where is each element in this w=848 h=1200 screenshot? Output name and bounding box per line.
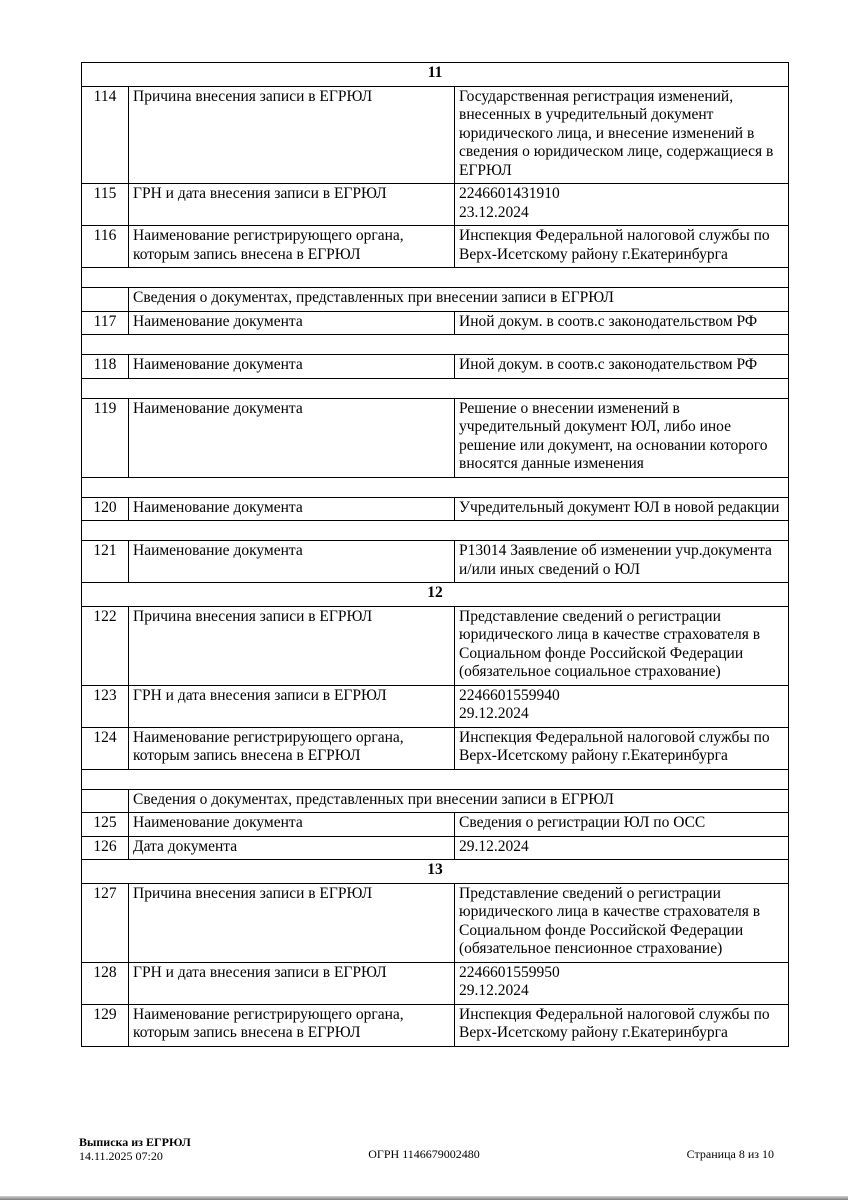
entry-number-cell: 129 [82,1004,129,1046]
spacer-row [82,335,789,355]
spacer-row [82,477,789,497]
entry-value-cell: 2246601559940 29.12.2024 [455,685,789,727]
entry-label-cell: Наименование регистрирующего органа, которым запись внесена в ЕГРЮЛ [129,1004,455,1046]
footer-datetime: 14.11.2025 07:20 [79,1149,163,1163]
entry-row [82,685,789,727]
entry-number-cell: 118 [82,355,129,379]
footer-ogrn: ОГРН 1146679002480 [368,1147,480,1161]
entry-value-cell: Государственная регистрация изменений, внесенных в учредительный документ юридического лица, и внесение изменений в сведения о юридическом лице, содержащиеся в ЕГРЮЛ [455,86,789,184]
entry-row [82,727,789,769]
entry-row [82,836,789,860]
section-number-cell: 13 [82,860,789,884]
entry-number-cell: 123 [82,685,129,727]
entry-row [82,86,789,184]
entry-label-cell: ГРН и дата внесения записи в ЕГРЮЛ [129,962,455,1004]
entry-label-cell: Дата документа [129,836,455,860]
entry-value-cell: 2246601559950 29.12.2024 [455,962,789,1004]
entry-row [82,883,789,962]
entry-row [82,398,789,477]
subheader-title-cell: Сведения о документах, представленных при внесении записи в ЕГРЮЛ [129,789,789,813]
entry-label-cell: Наименование документа [129,497,455,521]
section-row [82,860,789,884]
entry-number-cell: 119 [82,398,129,477]
egrul-table-body [82,63,789,1047]
entry-label-cell: ГРН и дата внесения записи в ЕГРЮЛ [129,184,455,226]
entry-row [82,311,789,335]
entry-value-cell: Учредительный документ ЮЛ в новой редакции [455,497,789,521]
entry-value-cell: Иной докум. в соотв.с законодательством РФ [455,311,789,335]
spacer-cell [82,378,789,398]
spacer-cell [82,335,789,355]
entry-value-cell: Решение о внесении изменений в учредительный документ ЮЛ, либо иное решение или документ, на основании которого вносятся данные изменения [455,398,789,477]
entry-label-cell: Наименование регистрирующего органа, которым запись внесена в ЕГРЮЛ [129,226,455,268]
spacer-cell [82,521,789,541]
entry-value-cell: Сведения о регистрации ЮЛ по ОСС [455,813,789,837]
entry-row [82,184,789,226]
entry-number-cell: 120 [82,497,129,521]
entry-number-cell: 115 [82,184,129,226]
entry-value-cell: Представление сведений о регистрации юридического лица в качестве страхователя в Социальном фонде Российской Федерации (обязательное пенсионное страхование) [455,883,789,962]
section-number-cell: 12 [82,583,789,607]
entry-row [82,497,789,521]
entry-label-cell: Причина внесения записи в ЕГРЮЛ [129,86,455,184]
subheader-row [82,789,789,813]
entry-value-cell: Представление сведений о регистрации юридического лица в качестве страхователя в Социальном фонде Российской Федерации (обязательное социальное страхование) [455,606,789,685]
section-row [82,583,789,607]
entry-number-cell: 117 [82,311,129,335]
section-number-cell: 11 [82,63,789,87]
entry-number-cell: 122 [82,606,129,685]
subheader-empty-number-cell [82,789,129,813]
spacer-row [82,521,789,541]
entry-number-cell: 125 [82,813,129,837]
spacer-row [82,378,789,398]
entry-label-cell: Причина внесения записи в ЕГРЮЛ [129,883,455,962]
entry-row [82,606,789,685]
footer-page-number: Страница 8 из 10 [686,1147,774,1161]
subheader-title-cell: Сведения о документах, представленных при внесении записи в ЕГРЮЛ [129,288,789,312]
entry-value-cell: Р13014 Заявление об изменении учр.документа и/или иных сведений о ЮЛ [455,541,789,583]
entry-number-cell: 127 [82,883,129,962]
entry-number-cell: 114 [82,86,129,184]
entry-row [82,355,789,379]
entry-label-cell: Наименование документа [129,813,455,837]
section-row [82,63,789,87]
spacer-row [82,268,789,288]
egrul-records-table [81,62,789,1047]
entry-value-cell: Инспекция Федеральной налоговой службы по Верх-Исетскому району г.Екатеринбурга [455,1004,789,1046]
entry-value-cell: Инспекция Федеральной налоговой службы по Верх-Исетскому району г.Екатеринбурга [455,727,789,769]
spacer-cell [82,268,789,288]
subheader-empty-number-cell [82,288,129,312]
entry-row [82,1004,789,1046]
entry-row [82,226,789,268]
entry-label-cell: Причина внесения записи в ЕГРЮЛ [129,606,455,685]
entry-number-cell: 126 [82,836,129,860]
entry-value-cell: 2246601431910 23.12.2024 [455,184,789,226]
subheader-row [82,288,789,312]
entry-label-cell: Наименование документа [129,541,455,583]
entry-row [82,541,789,583]
entry-value-cell: Инспекция Федеральной налоговой службы по Верх-Исетскому району г.Екатеринбурга [455,226,789,268]
spacer-row [82,769,789,789]
entry-label-cell: ГРН и дата внесения записи в ЕГРЮЛ [129,685,455,727]
entry-value-cell: 29.12.2024 [455,836,789,860]
entry-number-cell: 128 [82,962,129,1004]
spacer-cell [82,477,789,497]
entry-number-cell: 124 [82,727,129,769]
entry-row [82,962,789,1004]
entry-label-cell: Наименование документа [129,355,455,379]
entry-label-cell: Наименование документа [129,398,455,477]
entry-number-cell: 116 [82,226,129,268]
entry-label-cell: Наименование регистрирующего органа, которым запись внесена в ЕГРЮЛ [129,727,455,769]
entry-row [82,813,789,837]
entry-number-cell: 121 [82,541,129,583]
entry-value-cell: Иной докум. в соотв.с законодательством РФ [455,355,789,379]
footer-doc-type: Выписка из ЕГРЮЛ [79,1135,191,1149]
page-bottom-edge [0,1196,848,1200]
spacer-cell [82,769,789,789]
entry-label-cell: Наименование документа [129,311,455,335]
